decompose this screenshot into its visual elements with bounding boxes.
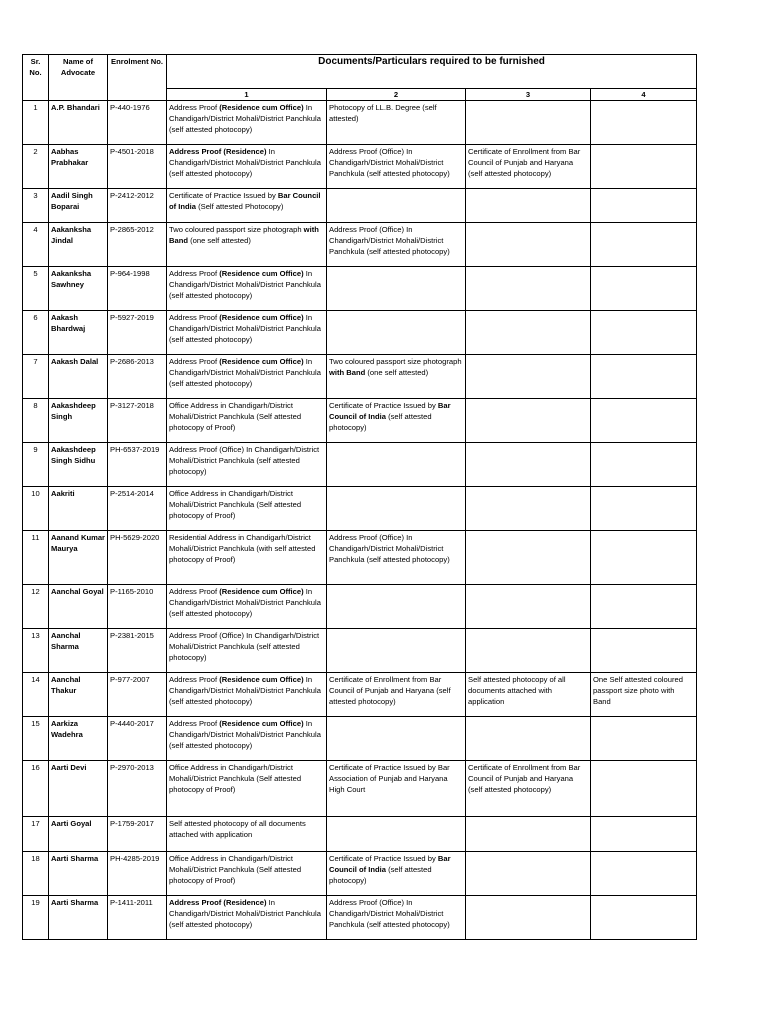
document-cell-2 bbox=[327, 761, 466, 817]
enrolment-no-cell: PH-6537-2019 bbox=[108, 443, 167, 487]
document-cell-1 bbox=[167, 531, 327, 585]
text: Certificate of Practice Issued by bbox=[329, 401, 438, 410]
table-row bbox=[23, 487, 697, 531]
enrolment-no-cell: P-977-2007 bbox=[108, 673, 167, 717]
document-cell-4 bbox=[591, 443, 697, 487]
sr-no-cell: 18 bbox=[23, 852, 49, 896]
text: Office Address in Chandigarh/District Mohali/District Panchkula (Self attested photocopy of Proof) bbox=[169, 401, 302, 432]
document-cell-4 bbox=[591, 673, 697, 717]
text: Certificate of Practice Issued by Bar Association of Punjab and Haryana High Court bbox=[329, 763, 450, 794]
document-cell-3 bbox=[466, 629, 591, 673]
document-cell-1 bbox=[167, 629, 327, 673]
sr-no-cell: 19 bbox=[23, 896, 49, 940]
text: Two coloured passport size photograph bbox=[329, 357, 462, 366]
text: Certificate of Enrollment from Bar Council of Punjab and Haryana (self attested photocopy) bbox=[468, 763, 581, 794]
text: Address Proof bbox=[169, 269, 220, 278]
document-cell-2 bbox=[327, 311, 466, 355]
document-cell-2 bbox=[327, 673, 466, 717]
text: (Self attested Photocopy) bbox=[196, 202, 284, 211]
document-cell-4 bbox=[591, 399, 697, 443]
document-cell-4 bbox=[591, 101, 697, 145]
text: (one self attested) bbox=[365, 368, 429, 377]
enrolment-no-cell: P-440-1976 bbox=[108, 101, 167, 145]
document-cell-1 bbox=[167, 896, 327, 940]
text: Photocopy of LL.B. Degree (self attested) bbox=[329, 103, 437, 123]
bold-text: (Residence cum Office) bbox=[219, 103, 304, 112]
enrolment-no-cell: P-1165-2010 bbox=[108, 585, 167, 629]
table-row bbox=[23, 585, 697, 629]
text: In Chandigarh/District Mohali/District Panchkula (self attested photocopy) bbox=[169, 269, 321, 300]
document-cell-2 bbox=[327, 145, 466, 189]
document-cell-1 bbox=[167, 585, 327, 629]
header-column-1: 1 bbox=[167, 89, 327, 101]
text: (self attested photocopy) bbox=[329, 865, 432, 885]
text: In Chandigarh/District Mohali/District Panchkula (self attested photocopy) bbox=[169, 357, 321, 388]
text: Certificate of Enrollment from Bar Council of Punjab and Haryana (self attested photocopy) bbox=[329, 675, 451, 706]
enrolment-no-cell: P-2686-2013 bbox=[108, 355, 167, 399]
text: In Chandigarh/District Mohali/District Panchkula (self attested photocopy) bbox=[169, 675, 321, 706]
header-column-2: 2 bbox=[327, 89, 466, 101]
document-cell-3 bbox=[466, 399, 591, 443]
text: In Chandigarh/District Mohali/District Panchkula (self attested photocopy) bbox=[169, 147, 321, 178]
sr-no-cell: 3 bbox=[23, 189, 49, 223]
sr-no-cell: 8 bbox=[23, 399, 49, 443]
text: Certificate of Enrollment from Bar Council of Punjab and Haryana (self attested photocopy) bbox=[468, 147, 581, 178]
enrolment-no-cell: P-5927-2019 bbox=[108, 311, 167, 355]
document-cell-3 bbox=[466, 673, 591, 717]
table-row bbox=[23, 145, 697, 189]
document-cell-1 bbox=[167, 223, 327, 267]
text: Office Address in Chandigarh/District Mohali/District Panchkula (Self attested photocopy of Proof) bbox=[169, 854, 302, 885]
enrolment-no-cell: P-2381-2015 bbox=[108, 629, 167, 673]
document-cell-1 bbox=[167, 817, 327, 852]
sr-no-cell: 17 bbox=[23, 817, 49, 852]
advocate-name-cell: Aanchal Sharma bbox=[49, 629, 108, 673]
document-cell-2 bbox=[327, 585, 466, 629]
document-cell-2 bbox=[327, 817, 466, 852]
text: Address Proof (Office) In Chandigarh/District Mohali/District Panchkula (self attested photocopy) bbox=[169, 631, 320, 662]
enrolment-no-cell: P-3127-2018 bbox=[108, 399, 167, 443]
document-cell-1 bbox=[167, 311, 327, 355]
text: Address Proof (Office) In Chandigarh/District Mohali/District Panchkula (self attested photocopy) bbox=[329, 147, 450, 178]
text: Certificate of Practice Issued by bbox=[169, 191, 278, 200]
document-cell-2 bbox=[327, 399, 466, 443]
document-cell-1 bbox=[167, 189, 327, 223]
advocate-name-cell: Aakash Dalal bbox=[49, 355, 108, 399]
table-row bbox=[23, 267, 697, 311]
text: Residential Address in Chandigarh/District Mohali/District Panchkula (with self attested photocopy of Proof) bbox=[169, 533, 316, 564]
sr-no-cell: 6 bbox=[23, 311, 49, 355]
bold-text: Bar Council of India bbox=[169, 191, 321, 211]
document-cell-1 bbox=[167, 101, 327, 145]
sr-no-cell: 1 bbox=[23, 101, 49, 145]
table-row bbox=[23, 443, 697, 487]
advocate-name-cell: Aanchal Goyal bbox=[49, 585, 108, 629]
advocate-name-cell: Aarti Goyal bbox=[49, 817, 108, 852]
sr-no-cell: 12 bbox=[23, 585, 49, 629]
document-cell-1 bbox=[167, 443, 327, 487]
document-cell-4 bbox=[591, 223, 697, 267]
enrolment-no-cell: PH-5629-2020 bbox=[108, 531, 167, 585]
document-cell-3 bbox=[466, 223, 591, 267]
advocate-name-cell: Aabhas Prabhakar bbox=[49, 145, 108, 189]
document-cell-2 bbox=[327, 189, 466, 223]
sr-no-cell: 14 bbox=[23, 673, 49, 717]
document-cell-2 bbox=[327, 531, 466, 585]
enrolment-no-cell: P-2865-2012 bbox=[108, 223, 167, 267]
text: Two coloured passport size photograph bbox=[169, 225, 304, 234]
advocate-name-cell: Aadil Singh Boparai bbox=[49, 189, 108, 223]
bold-text: Bar Council of India bbox=[329, 854, 451, 874]
document-cell-1 bbox=[167, 761, 327, 817]
text: Address Proof (Office) In Chandigarh/District Mohali/District Panchkula (self attested photocopy) bbox=[329, 898, 450, 929]
bold-text: with Band bbox=[169, 225, 319, 245]
document-cell-3 bbox=[466, 101, 591, 145]
enrolment-no-cell: P-4501-2018 bbox=[108, 145, 167, 189]
sr-no-cell: 7 bbox=[23, 355, 49, 399]
document-cell-3 bbox=[466, 896, 591, 940]
text: Address Proof (Office) In Chandigarh/District Mohali/District Panchkula (self attested photocopy) bbox=[329, 225, 450, 256]
text: Address Proof bbox=[169, 357, 220, 366]
document-cell-2 bbox=[327, 896, 466, 940]
enrolment-no-cell: P-1411-2011 bbox=[108, 896, 167, 940]
text: In Chandigarh/District Mohali/District Panchkula (self attested photocopy) bbox=[169, 587, 321, 618]
bold-text: Address Proof (Residence) bbox=[169, 898, 267, 907]
header-sr-no: Sr. No. bbox=[23, 55, 49, 101]
text: Address Proof bbox=[169, 675, 220, 684]
table-row bbox=[23, 189, 697, 223]
sr-no-cell: 10 bbox=[23, 487, 49, 531]
bold-text: Address Proof (Residence) bbox=[169, 147, 267, 156]
table-row bbox=[23, 629, 697, 673]
sr-no-cell: 4 bbox=[23, 223, 49, 267]
table-row bbox=[23, 355, 697, 399]
document-cell-2 bbox=[327, 629, 466, 673]
text: In Chandigarh/District Mohali/District Panchkula (self attested photocopy) bbox=[169, 313, 321, 344]
sr-no-cell: 5 bbox=[23, 267, 49, 311]
sr-no-cell: 15 bbox=[23, 717, 49, 761]
document-cell-2 bbox=[327, 852, 466, 896]
document-cell-1 bbox=[167, 355, 327, 399]
document-cell-1 bbox=[167, 717, 327, 761]
text: In Chandigarh/District Mohali/District Panchkula (self attested photocopy) bbox=[169, 898, 321, 929]
document-cell-4 bbox=[591, 267, 697, 311]
advocate-name-cell: Aakash Bhardwaj bbox=[49, 311, 108, 355]
text: (one self attested) bbox=[187, 236, 251, 245]
header-enrolment-no: Enrolment No. bbox=[108, 55, 167, 101]
document-cell-1 bbox=[167, 852, 327, 896]
document-cell-2 bbox=[327, 443, 466, 487]
document-cell-1 bbox=[167, 487, 327, 531]
text: One Self attested coloured passport size photo with Band bbox=[593, 675, 683, 706]
document-cell-1 bbox=[167, 267, 327, 311]
table-row bbox=[23, 223, 697, 267]
sr-no-cell: 13 bbox=[23, 629, 49, 673]
document-cell-2 bbox=[327, 487, 466, 531]
advocate-name-cell: Aakriti bbox=[49, 487, 108, 531]
sr-no-cell: 16 bbox=[23, 761, 49, 817]
advocate-name-cell: Aakanksha Jindal bbox=[49, 223, 108, 267]
document-cell-4 bbox=[591, 717, 697, 761]
table-body bbox=[23, 101, 697, 940]
text: Office Address in Chandigarh/District Mohali/District Panchkula (Self attested photocopy of Proof) bbox=[169, 763, 302, 794]
table-row bbox=[23, 101, 697, 145]
document-cell-4 bbox=[591, 487, 697, 531]
sr-no-cell: 2 bbox=[23, 145, 49, 189]
advocate-name-cell: Aanchal Thakur bbox=[49, 673, 108, 717]
document-cell-4 bbox=[591, 189, 697, 223]
advocate-name-cell: Aarti Devi bbox=[49, 761, 108, 817]
advocates-documents-table bbox=[22, 54, 697, 940]
text: Address Proof bbox=[169, 719, 220, 728]
text: Certificate of Practice Issued by bbox=[329, 854, 438, 863]
text: Address Proof bbox=[169, 587, 220, 596]
advocate-name-cell: Aarti Sharma bbox=[49, 896, 108, 940]
document-cell-3 bbox=[466, 145, 591, 189]
enrolment-no-cell: P-4440-2017 bbox=[108, 717, 167, 761]
document-cell-4 bbox=[591, 311, 697, 355]
document-cell-3 bbox=[466, 717, 591, 761]
document-cell-4 bbox=[591, 761, 697, 817]
bold-text: (Residence cum Office) bbox=[219, 587, 304, 596]
advocate-name-cell: Aanand Kumar Maurya bbox=[49, 531, 108, 585]
document-cell-2 bbox=[327, 717, 466, 761]
text: Address Proof (Office) In Chandigarh/District Mohali/District Panchkula (self attested photocopy) bbox=[329, 533, 450, 564]
enrolment-no-cell: P-2970-2013 bbox=[108, 761, 167, 817]
header-column-3: 3 bbox=[466, 89, 591, 101]
bold-text: (Residence cum Office) bbox=[219, 675, 304, 684]
document-cell-3 bbox=[466, 585, 591, 629]
table-row bbox=[23, 852, 697, 896]
text: Office Address in Chandigarh/District Mohali/District Panchkula (Self attested photocopy of Proof) bbox=[169, 489, 302, 520]
document-cell-4 bbox=[591, 355, 697, 399]
document-cell-4 bbox=[591, 585, 697, 629]
document-cell-1 bbox=[167, 673, 327, 717]
document-cell-4 bbox=[591, 852, 697, 896]
advocate-name-cell: Aakashdeep Singh Sidhu bbox=[49, 443, 108, 487]
document-cell-3 bbox=[466, 852, 591, 896]
document-cell-3 bbox=[466, 761, 591, 817]
header-name-of-advocate: Name of Advocate bbox=[49, 55, 108, 101]
document-cell-2 bbox=[327, 101, 466, 145]
document-cell-3 bbox=[466, 311, 591, 355]
bold-text: (Residence cum Office) bbox=[219, 313, 304, 322]
document-cell-3 bbox=[466, 487, 591, 531]
table-row bbox=[23, 673, 697, 717]
advocate-name-cell: Aarti Sharma bbox=[49, 852, 108, 896]
document-cell-3 bbox=[466, 531, 591, 585]
sr-no-cell: 11 bbox=[23, 531, 49, 585]
document-cell-1 bbox=[167, 399, 327, 443]
bold-text: (Residence cum Office) bbox=[219, 357, 304, 366]
table-row bbox=[23, 717, 697, 761]
bold-text: Bar Council of India bbox=[329, 401, 451, 421]
table-row bbox=[23, 896, 697, 940]
enrolment-no-cell: PH-4285-2019 bbox=[108, 852, 167, 896]
table-row bbox=[23, 761, 697, 817]
bold-text: with Band bbox=[329, 368, 366, 377]
advocate-name-cell: Aarkiza Wadehra bbox=[49, 717, 108, 761]
document-cell-2 bbox=[327, 267, 466, 311]
document-cell-3 bbox=[466, 267, 591, 311]
document-cell-4 bbox=[591, 896, 697, 940]
header-documents-required: Documents/Particulars required to be furnished bbox=[167, 55, 697, 89]
text: Self attested photocopy of all documents attached with application bbox=[468, 675, 566, 706]
table-row bbox=[23, 531, 697, 585]
table-row bbox=[23, 311, 697, 355]
document-cell-4 bbox=[591, 629, 697, 673]
advocate-name-cell: A.P. Bhandari bbox=[49, 101, 108, 145]
text: In Chandigarh/District Mohali/District Panchkula (self attested photocopy) bbox=[169, 719, 321, 750]
document-cell-4 bbox=[591, 145, 697, 189]
text: In Chandigarh/District Mohali/District Panchkula (self attested photocopy) bbox=[169, 103, 321, 134]
document-cell-3 bbox=[466, 817, 591, 852]
document-cell-3 bbox=[466, 443, 591, 487]
advocate-name-cell: Aakashdeep Singh bbox=[49, 399, 108, 443]
text: Self attested photocopy of all documents attached with application bbox=[169, 819, 306, 839]
enrolment-no-cell: P-964-1998 bbox=[108, 267, 167, 311]
enrolment-no-cell: P-2412-2012 bbox=[108, 189, 167, 223]
advocate-name-cell: Aakanksha Sawhney bbox=[49, 267, 108, 311]
bold-text: (Residence cum Office) bbox=[219, 719, 304, 728]
table-row bbox=[23, 817, 697, 852]
table-row bbox=[23, 399, 697, 443]
document-cell-3 bbox=[466, 355, 591, 399]
document-cell-4 bbox=[591, 817, 697, 852]
text: (self attested photocopy) bbox=[329, 412, 432, 432]
document-cell-2 bbox=[327, 223, 466, 267]
document-cell-1 bbox=[167, 145, 327, 189]
document-cell-4 bbox=[591, 531, 697, 585]
document-cell-3 bbox=[466, 189, 591, 223]
text: Address Proof bbox=[169, 313, 220, 322]
sr-no-cell: 9 bbox=[23, 443, 49, 487]
header-column-4: 4 bbox=[591, 89, 697, 101]
enrolment-no-cell: P-2514-2014 bbox=[108, 487, 167, 531]
text: Address Proof (Office) In Chandigarh/District Mohali/District Panchkula (self attested photocopy) bbox=[169, 445, 320, 476]
text: Address Proof bbox=[169, 103, 220, 112]
enrolment-no-cell: P-1759-2017 bbox=[108, 817, 167, 852]
document-cell-2 bbox=[327, 355, 466, 399]
bold-text: (Residence cum Office) bbox=[219, 269, 304, 278]
